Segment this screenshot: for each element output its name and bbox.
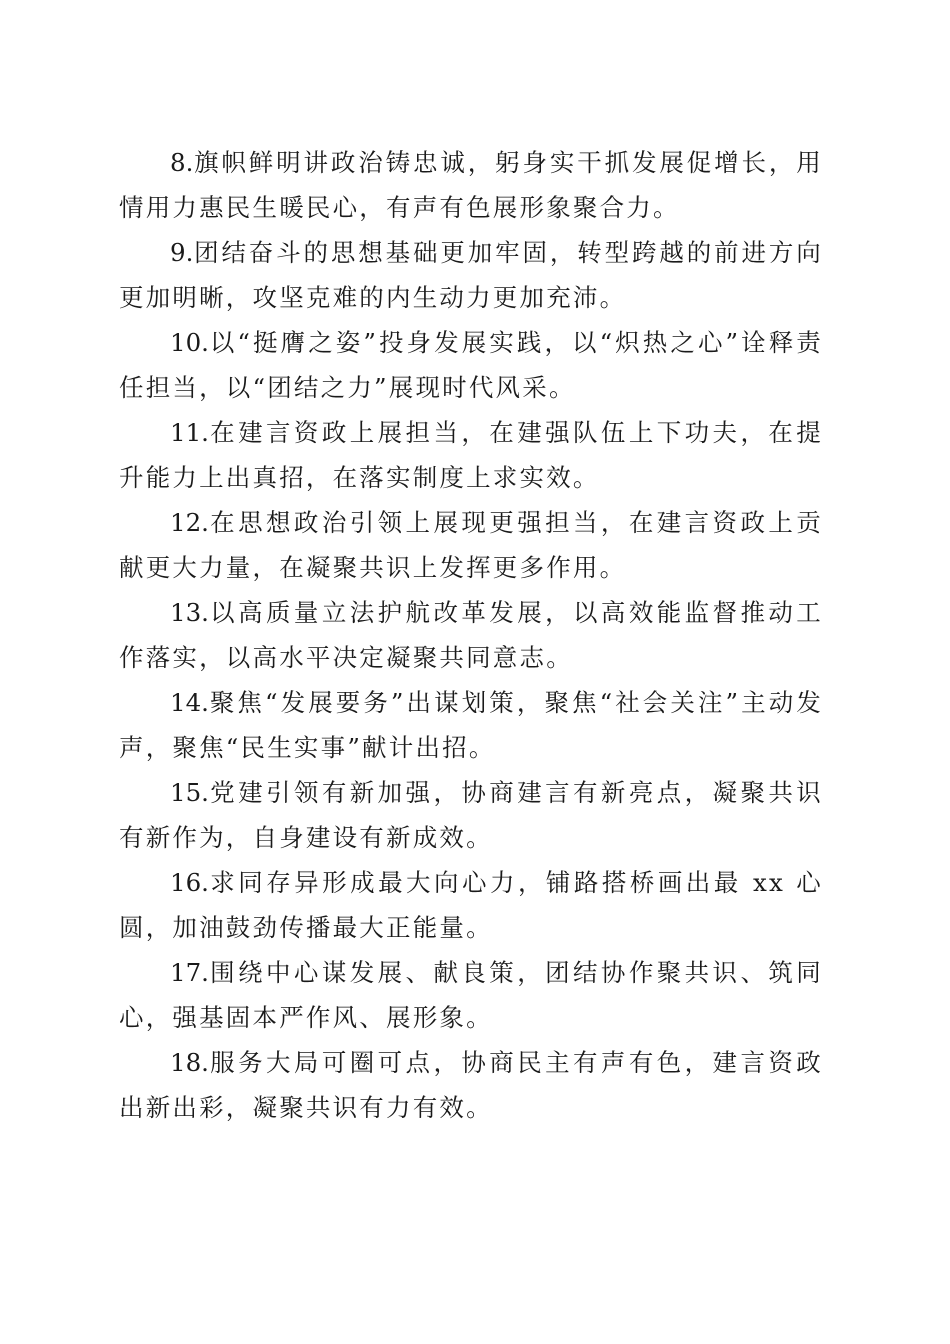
paragraph-13: [119, 590, 823, 680]
paragraph-text: 在思想政治引领上展现更强担当，在建言资政上贡献更大力量，在凝聚共识上发挥更多作用。: [119, 508, 823, 582]
paragraph-text: 在建言资政上展担当，在建强队伍上下功夫，在提升能力上出真招，在落实制度上求实效。: [119, 418, 823, 492]
paragraph-number: 18.: [170, 1048, 209, 1077]
paragraph-text: 围绕中心谋发展、献良策，团结协作聚共识、筑同心，强基固本严作风、展形象。: [119, 958, 823, 1032]
paragraph-8: [119, 140, 823, 230]
paragraph-11: [119, 410, 823, 500]
paragraph-text: 党建引领有新加强，协商建言有新亮点，凝聚共识有新作为，自身建设有新成效。: [119, 778, 823, 852]
paragraph-15: [119, 770, 823, 860]
paragraph-number: 12.: [170, 508, 209, 537]
paragraph-text: 以高质量立法护航改革发展，以高效能监督推动工作落实，以高水平决定凝聚共同意志。: [119, 598, 823, 672]
paragraph-number: 17.: [170, 958, 209, 987]
paragraph-text: 求同存异形成最大向心力，铺路搭桥画出最 xx 心圆，加油鼓劲传播最大正能量。: [119, 868, 823, 942]
paragraph-17: [119, 950, 823, 1040]
paragraph-9: [119, 230, 823, 320]
paragraph-number: 11.: [170, 418, 209, 447]
paragraph-text: 服务大局可圈可点，协商民主有声有色，建言资政出新出彩，凝聚共识有力有效。: [119, 1048, 823, 1122]
paragraph-number: 8.: [170, 148, 194, 177]
paragraph-number: 15.: [170, 778, 209, 807]
paragraph-text: 以“挺膺之姿”投身发展实践，以“炽热之心”诠释责任担当，以“团结之力”展现时代风采。: [119, 328, 823, 402]
paragraph-number: 13.: [170, 598, 209, 627]
paragraph-text: 聚焦“发展要务”出谋划策，聚焦“社会关注”主动发声，聚焦“民生实事”献计出招。: [119, 688, 823, 762]
paragraph-16: [119, 860, 823, 950]
paragraph-text: 团结奋斗的思想基础更加牢固，转型跨越的前进方向更加明晰，攻坚克难的内生动力更加充沛。: [119, 238, 823, 312]
paragraph-number: 9.: [170, 238, 194, 267]
paragraph-10: [119, 320, 823, 410]
paragraph-14: [119, 680, 823, 770]
paragraph-number: 14.: [170, 688, 209, 717]
paragraph-number: 16.: [170, 868, 209, 897]
paragraph-12: [119, 500, 823, 590]
document-body: [119, 140, 823, 1130]
paragraph-number: 10.: [170, 328, 209, 357]
paragraph-18: [119, 1040, 823, 1130]
paragraph-text: 旗帜鲜明讲政治铸忠诚，躬身实干抓发展促增长，用情用力惠民生暖民心，有声有色展形象聚合力。: [119, 148, 823, 222]
